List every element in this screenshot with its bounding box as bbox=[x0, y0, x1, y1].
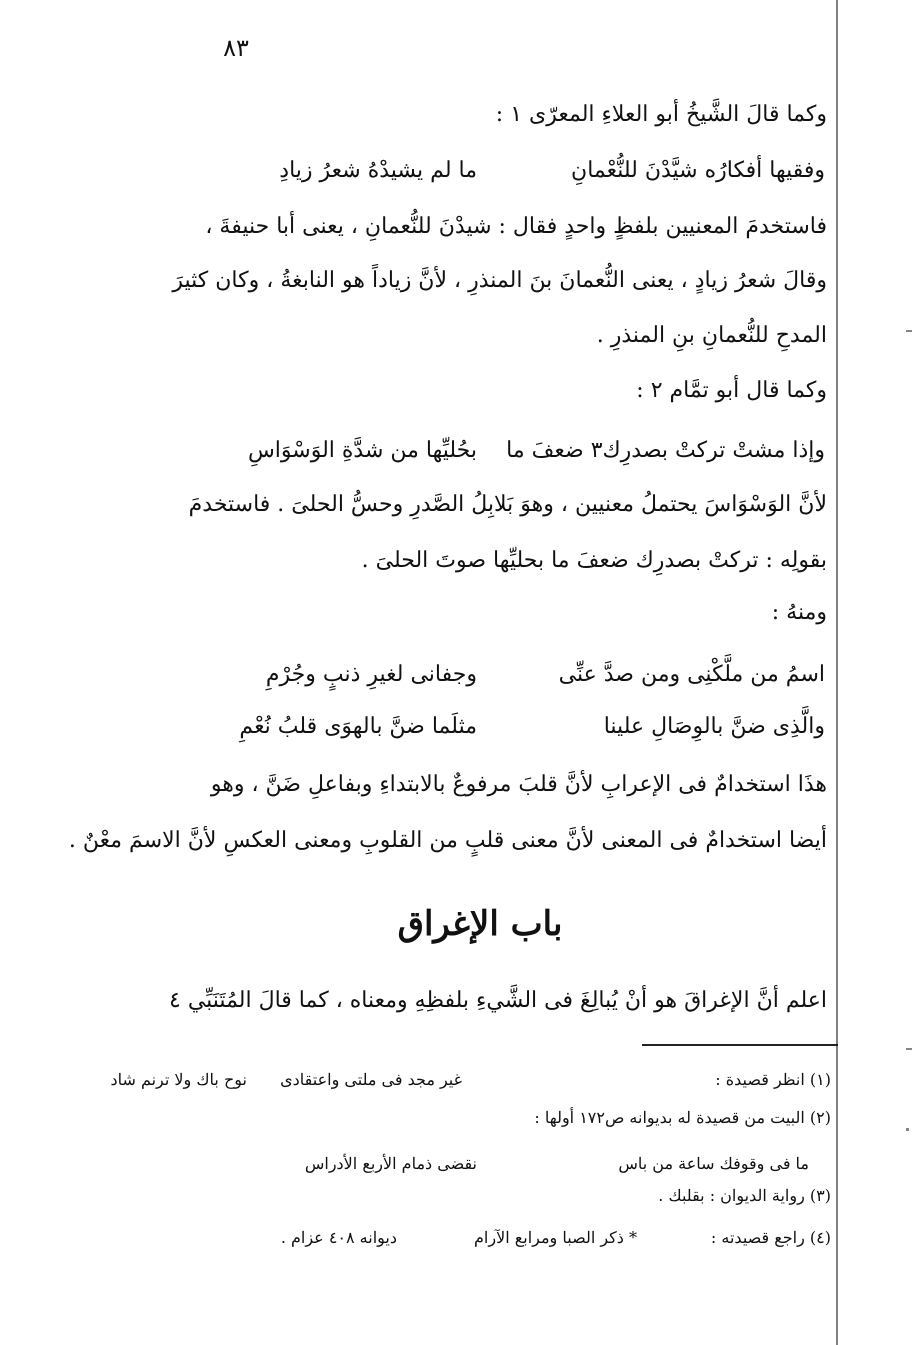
edge-mark bbox=[906, 1048, 912, 1050]
prose-line: أيضا استخدامٌ فى المعنى لأنَّ معنى قلبٍ من القلوبِ ومعنى العكسِ لأنَّ الاسمَ معْنٌ . bbox=[68, 828, 827, 853]
prose-line: وقالَ شعرُ زيادٍ ، يعنى النُّعمانَ بنَ المنذرِ ، لأنَّ زياداً هو النابغةُ ، وكان كثيرَ bbox=[172, 268, 827, 293]
edge-mark bbox=[906, 1128, 909, 1131]
prose-line: بقولِه : تركتْ بصدرِك ضعفَ ما بحليِّها صوتَ الحلىَ . bbox=[361, 548, 827, 573]
intro-line: وكما قالَ الشَّيخُ أبو العلاءِ المعرّى ١ : bbox=[495, 102, 827, 127]
footnote-2-verse-first: ما فى وقوفك ساعة من باس bbox=[618, 1154, 809, 1173]
page-edge-line bbox=[836, 0, 838, 1345]
verse-hemistich: وفقيها أفكارُه شيَّدْنَ للنُّعْمانِ bbox=[571, 158, 825, 183]
edge-mark bbox=[906, 330, 912, 332]
prose-line: المدحِ للنُّعمانِ بنِ المنذرِ . bbox=[596, 323, 827, 348]
intro-line: وكما قال أبو تمَّام ٢ : bbox=[636, 378, 827, 403]
intro-line: ومنهُ : bbox=[771, 600, 827, 625]
footnote-1-label: (١) انظر قصيدة : bbox=[715, 1070, 831, 1089]
footnote-1-verse-first: غير مجد فى ملتى واعتقادى bbox=[280, 1070, 462, 1089]
verse-hemistich: اسمُ من ملَّكْنِى ومن صدَّ عنِّى bbox=[558, 662, 825, 687]
prose-line: فاستخدمَ المعنيين بلفظٍ واحدٍ فقال : شيدْنَ للنُّعمانِ ، يعنى أبا حنيفةَ ، bbox=[205, 214, 827, 239]
footnote-separator bbox=[642, 1044, 838, 1046]
verse-hemistich: وإذا مشتْ تركتْ بصدرِك٣ ضعفَ ما bbox=[506, 438, 825, 463]
prose-line: هذَا استخدامٌ فى الإعرابِ لأنَّ قلبَ مرفوعٌ بالابتداءِ وبفاعلِ ضَنَّ ، وهو bbox=[210, 772, 827, 797]
verse-hemistich: والَّذِى ضنَّ بالوِصَالِ علينا bbox=[603, 714, 825, 739]
verse-hemistich: بحُليِّها من شدَّةِ الوَسْوَاسِ bbox=[247, 438, 477, 463]
prose-line: لأنَّ الوَسْوَاسَ يحتملُ معنيين ، وهوَ بَلابِلُ الصَّدرِ وحسُّ الحلىَ . فاستخدمَ bbox=[188, 492, 827, 517]
footnote-4-label: (٤) راجع قصيدته : bbox=[710, 1228, 831, 1247]
footnote-3-label: (٣) رواية الديوان : بقلبك . bbox=[658, 1186, 831, 1205]
footnote-4-verse-first: * ذكر الصبا ومرابع الآرام bbox=[474, 1228, 637, 1247]
verse-hemistich: ما لم يشيدْهُ شعرُ زيادِ bbox=[279, 158, 477, 183]
verse-hemistich: مثلَما ضنَّ بالهوَى قلبُ نُعْمِ bbox=[239, 714, 477, 739]
section-heading: باب الإغراق bbox=[397, 904, 563, 944]
verse-hemistich: وجفانى لغيرِ ذنبٍ وجُرْمِ bbox=[265, 662, 477, 687]
footnote-4-verse-second: ديوانه ٤٠٨ عزام . bbox=[280, 1228, 397, 1247]
page-number: ٨٣ bbox=[223, 34, 249, 62]
section-text: اعلم أنَّ الإغراقَ هو أنْ يُبالِغَ فى الشَّيءِ بلفظِهِ ومعناه ، كما قالَ المُتَنَبِّي ٤ bbox=[169, 988, 827, 1013]
footnote-1-verse-second: نوح باك ولا ترنم شاد bbox=[110, 1070, 247, 1089]
footnote-2-verse-second: نقضى ذمام الأربع الأدراس bbox=[304, 1154, 477, 1173]
footnote-2-label: (٢) البيت من قصيدة له بديوانه ص١٧٢ أولها : bbox=[534, 1108, 831, 1127]
